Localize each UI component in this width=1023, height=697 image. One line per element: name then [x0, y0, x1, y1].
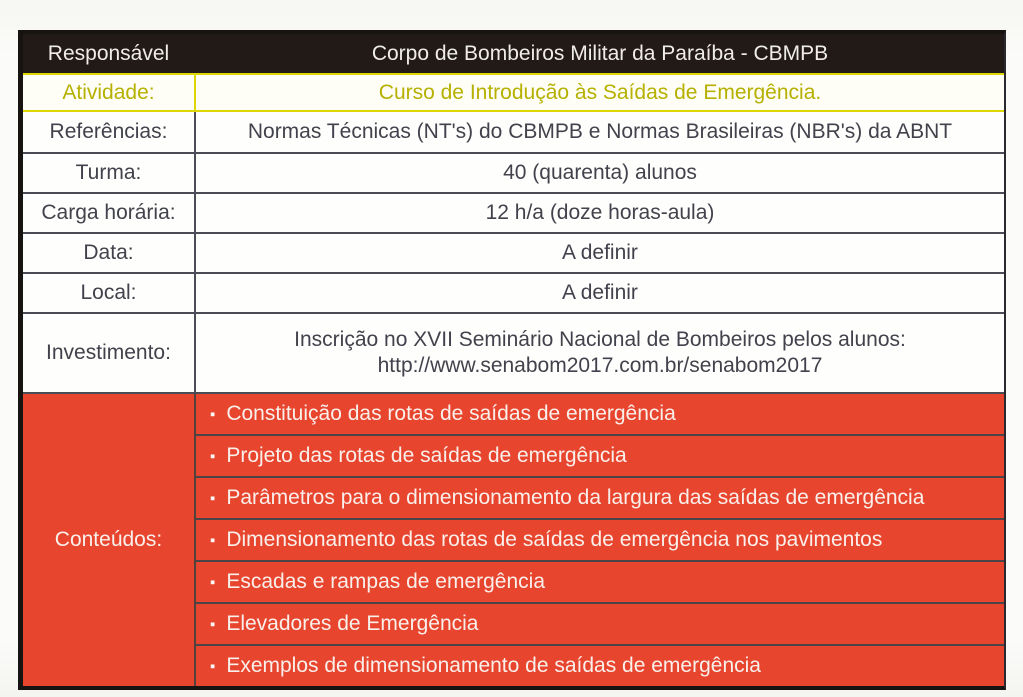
content-item-label: Constituição das rotas de saídas de emergência — [226, 402, 676, 425]
content-item-label: Exemplos de dimensionamento de saídas de emergência — [226, 654, 761, 677]
content-item — [196, 434, 1004, 476]
contents-list — [196, 394, 1004, 686]
row-label: Turma: — [23, 154, 196, 192]
row-value: 12 h/a (doze horas-aula) — [485, 201, 715, 224]
row-value: A definir — [562, 281, 638, 304]
content-item-label: Parâmetros para o dimensionamento da largura das saídas de emergência — [226, 486, 925, 509]
responsavel-value: Corpo de Bombeiros Militar da Paraíba - CBMPB — [371, 41, 829, 65]
row-value: 40 (quarenta) alunos — [503, 161, 697, 184]
content-item-label: Dimensionamento das rotas de saídas de emergência nos pavimentos — [226, 528, 883, 551]
info-row-turma — [23, 152, 1004, 192]
row-value: A definir — [562, 241, 638, 264]
info-row-investimento — [23, 312, 1004, 392]
activity-row — [23, 73, 1004, 112]
content-item-label: Elevadores de Emergência — [226, 612, 479, 635]
contents-section — [23, 392, 1004, 686]
investment-line1: Inscrição no XVII Seminário Nacional de Bombeiros pelos alunos: — [294, 328, 906, 351]
row-value — [196, 314, 1004, 392]
info-row-data — [23, 232, 1004, 272]
square-bullet-icon: ▪ — [210, 615, 216, 633]
content-item — [196, 394, 1004, 434]
square-bullet-icon: ▪ — [210, 657, 216, 675]
info-row-referencias — [23, 112, 1004, 152]
square-bullet-icon: ▪ — [210, 447, 216, 465]
contents-label: Conteúdos: — [23, 394, 196, 686]
info-row-local — [23, 272, 1004, 312]
row-label: Investimento: — [23, 314, 196, 392]
content-item — [196, 602, 1004, 644]
row-label: Referências: — [23, 112, 196, 152]
course-info-table — [18, 30, 1006, 690]
investment-url: http://www.senabom2017.com.br/senabom2017 — [377, 354, 823, 377]
square-bullet-icon: ▪ — [210, 531, 216, 549]
content-item — [196, 560, 1004, 602]
content-item-label: Projeto das rotas de saídas de emergência — [226, 444, 627, 467]
row-label: Carga horária: — [23, 194, 196, 232]
square-bullet-icon: ▪ — [210, 489, 216, 507]
info-row-carga-horaria — [23, 192, 1004, 232]
content-item-label: Escadas e rampas de emergência — [226, 570, 545, 593]
content-item — [196, 644, 1004, 686]
content-item — [196, 476, 1004, 518]
responsavel-label: Responsável — [47, 41, 170, 65]
activity-value: Curso de Introdução às Saídas de Emergência. — [378, 80, 822, 104]
square-bullet-icon: ▪ — [210, 573, 216, 591]
activity-label: Atividade: — [23, 75, 196, 110]
row-value: Normas Técnicas (NT's) do CBMPB e Normas Brasileiras (NBR's) da ABNT — [247, 120, 953, 143]
content-item — [196, 518, 1004, 560]
row-label: Local: — [23, 274, 196, 312]
square-bullet-icon: ▪ — [210, 405, 216, 423]
header-row — [23, 34, 1004, 73]
row-label: Data: — [23, 234, 196, 272]
